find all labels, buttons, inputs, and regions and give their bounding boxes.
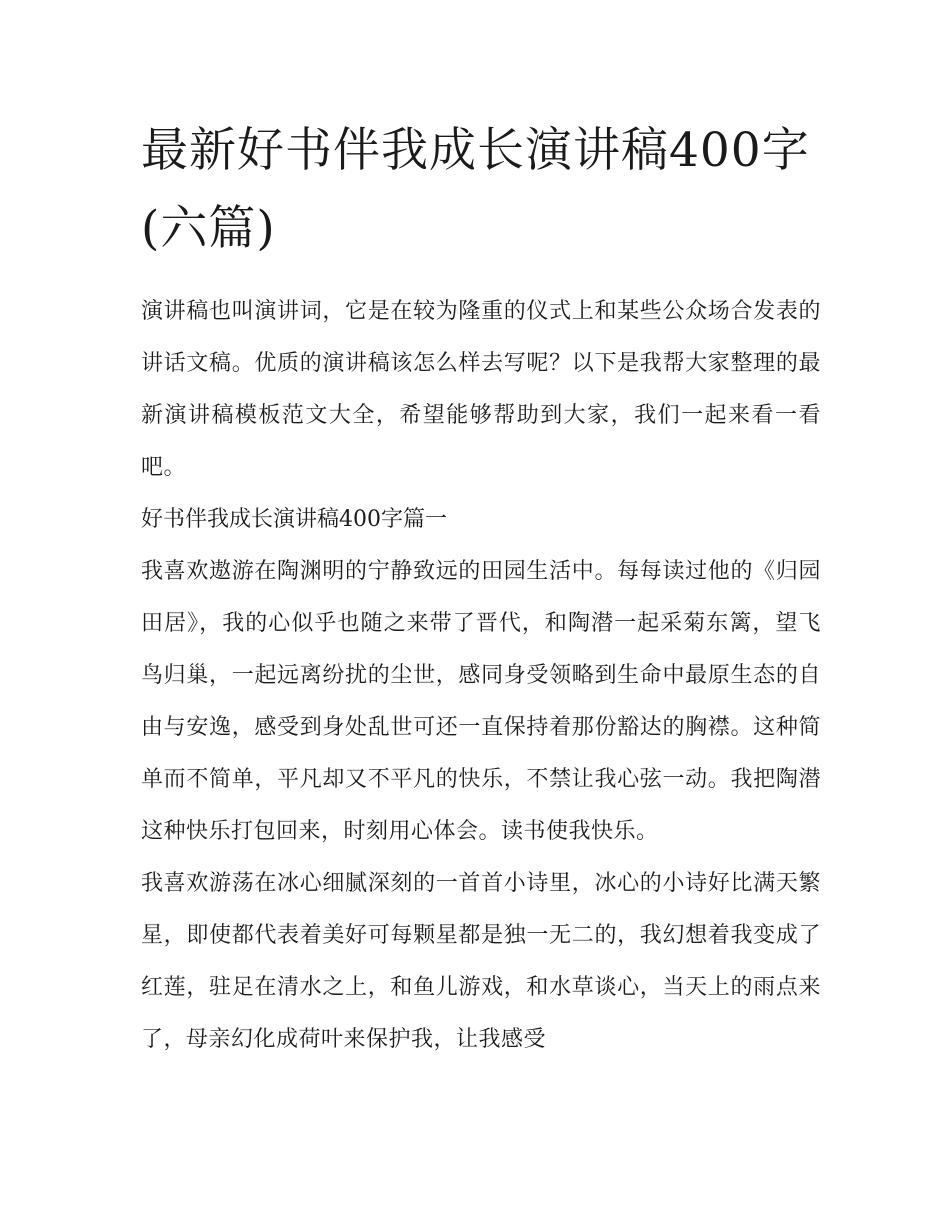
- intro-paragraph: 演讲稿也叫演讲词，它是在较为隆重的仪式上和某些公众场合发表的讲话文稿。优质的演讲稿该怎么样去写呢？以下是我帮大家整理的最新演讲稿模板范文大全，希望能够帮助到大家，我们一起来看一看吧。: [141, 299, 821, 480]
- section-heading: 好书伴我成长演讲稿400字篇一: [141, 507, 447, 532]
- body-paragraph-2: 我喜欢游荡在冰心细腻深刻的一首首小诗里，冰心的小诗好比满天繁星，即使都代表着美好可每颗星都是独一无二的，我幻想着我变成了红莲，驻足在清水之上，和鱼儿游戏，和水草谈心，当天上的雨点来了，母亲幻化成荷叶来保护我，让我感受: [141, 871, 821, 1052]
- document-title: 最新好书伴我成长演讲稿400字(六篇): [141, 123, 810, 256]
- document-page: [141, 112, 821, 1066]
- body-paragraph-1: 我喜欢遨游在陶渊明的宁静致远的田园生活中。每每读过他的《归园田居》，我的心似乎也随之来带了晋代，和陶潜一起采菊东篱，望飞鸟归巢，一起远离纷扰的尘世，感同身受领略到生命中最原生态的自由与安逸，感受到身处乱世可还一直保持着那份豁达的胸襟。这种简单而不简单，平凡却又不平凡的快乐，不禁让我心弦一动。我把陶潜这种快乐打包回来，时刻用心体会。读书使我快乐。: [141, 559, 821, 844]
